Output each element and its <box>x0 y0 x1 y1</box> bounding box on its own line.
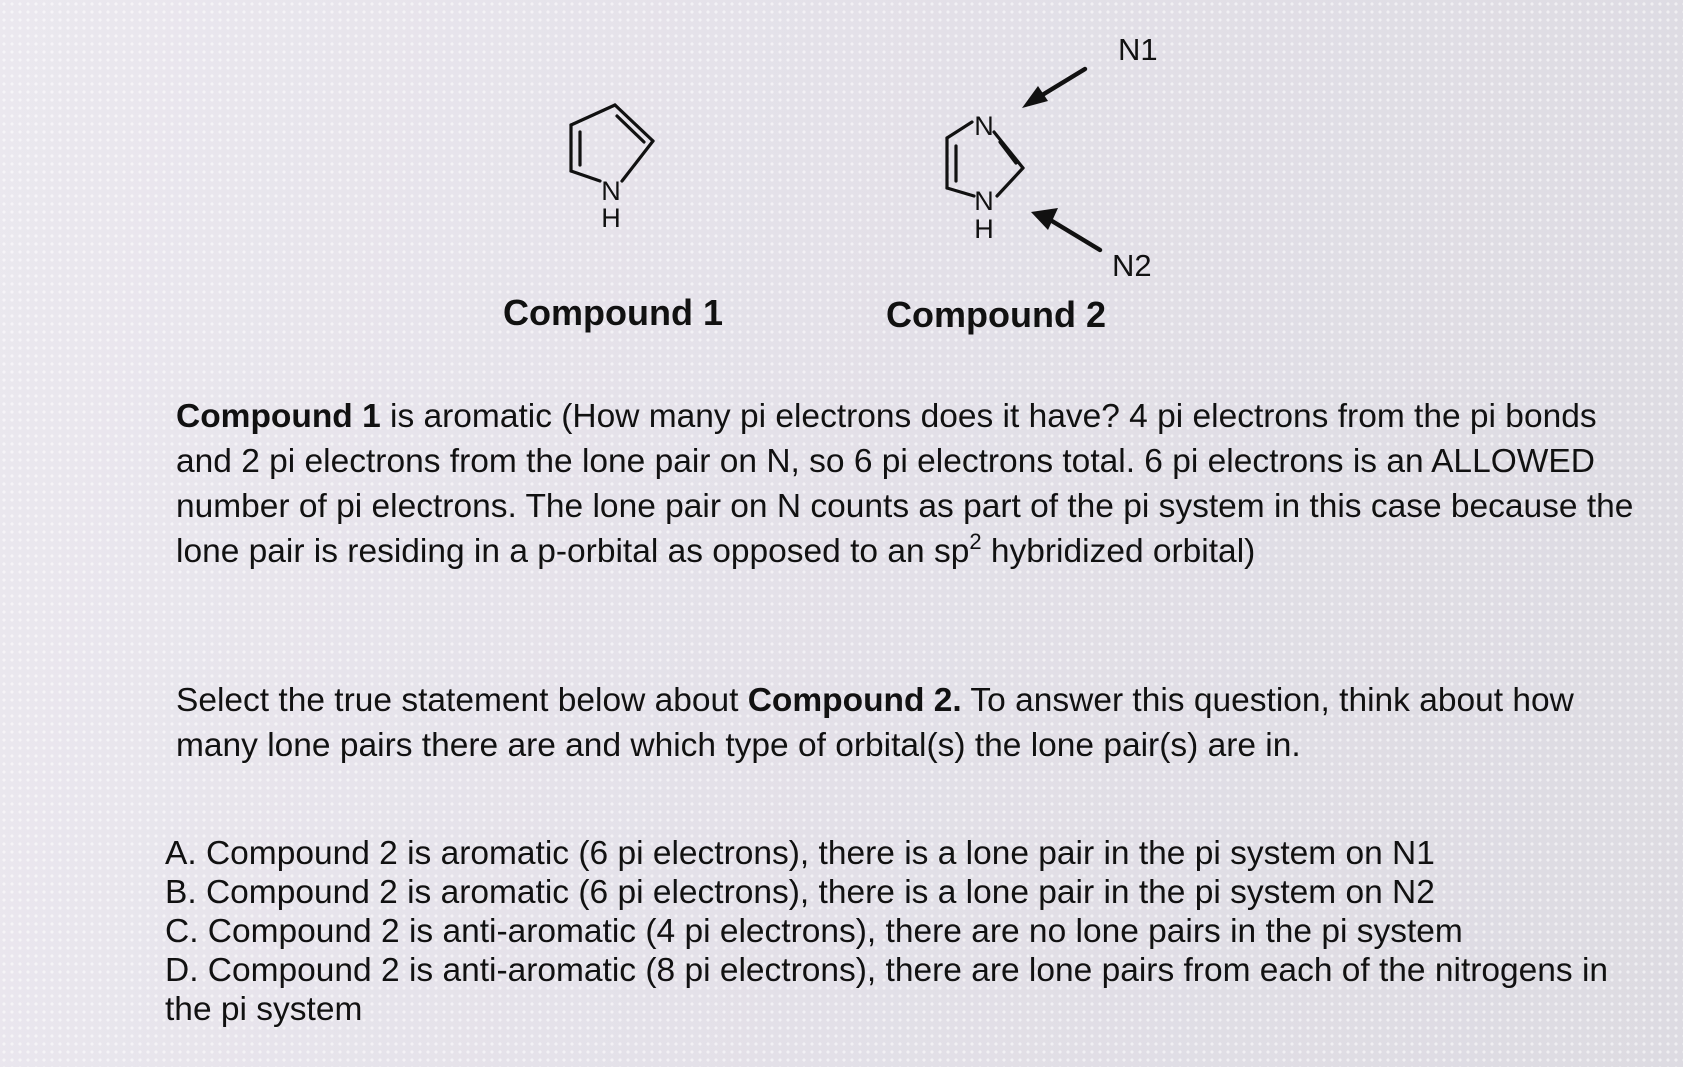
question-prompt <box>176 678 1616 768</box>
answer-option-c[interactable]: C. Compound 2 is anti-aromatic (4 pi electrons), there are no lone pairs in the pi system <box>165 913 1463 950</box>
answer-option-d[interactable]: D. Compound 2 is anti-aromatic (8 pi electrons), there are lone pairs from each of the nitrogens in the pi system <box>165 952 1609 1028</box>
question-bold: Compound 2. <box>747 682 962 719</box>
compound-2-label: Compound 2 <box>886 294 1106 335</box>
compound-1-structure <box>555 95 675 245</box>
n1-arrow-icon <box>1022 69 1085 108</box>
explanation-tail: hybridized orbital) <box>981 533 1256 570</box>
compound-2-nitrogen-n1-atom: N <box>974 111 994 141</box>
n1-callout-label: N1 <box>1118 32 1158 67</box>
compound-1-nitrogen-atom: N <box>601 176 621 206</box>
explanation-bold-lead: Compound 1 <box>176 398 381 435</box>
explanation-text: is aromatic (How many pi electrons does it have? 4 pi electrons from the pi bonds and 2 pi electrons from the lone pair on N, so 6 pi electrons total. 6 pi electrons is an ALLOWED number of pi electrons. The lone pair on N counts as part of the pi system in this case because the lone pair is residing in a p-orbital as opposed to an sp <box>176 398 1634 570</box>
n2-callout-label: N2 <box>1112 248 1152 283</box>
compound-2-hydrogen-atom: H <box>974 214 994 244</box>
compound-2-nitrogen-n2-atom: N <box>974 186 994 216</box>
compound-1-explanation <box>176 394 1636 574</box>
answer-options-list <box>165 834 1635 1029</box>
answer-option-a[interactable]: A. Compound 2 is aromatic (6 pi electrons), there is a lone pair in the pi system on N1 <box>165 835 1435 872</box>
compound-2-structure <box>930 60 1140 260</box>
question-text: To answer this question, think about how many lone pairs there are and which type of orbital(s) the lone pair(s) are in. <box>176 682 1574 764</box>
question-lead: Select the true statement below about <box>176 682 748 719</box>
answer-option-b[interactable]: B. Compound 2 is aromatic (6 pi electrons), there is a lone pair in the pi system on N2 <box>165 874 1435 911</box>
explanation-superscript: 2 <box>969 529 982 554</box>
compound-1-hydrogen-atom: H <box>601 203 621 233</box>
compound-1-label: Compound 1 <box>503 292 723 333</box>
n2-arrow-icon <box>1031 208 1100 250</box>
